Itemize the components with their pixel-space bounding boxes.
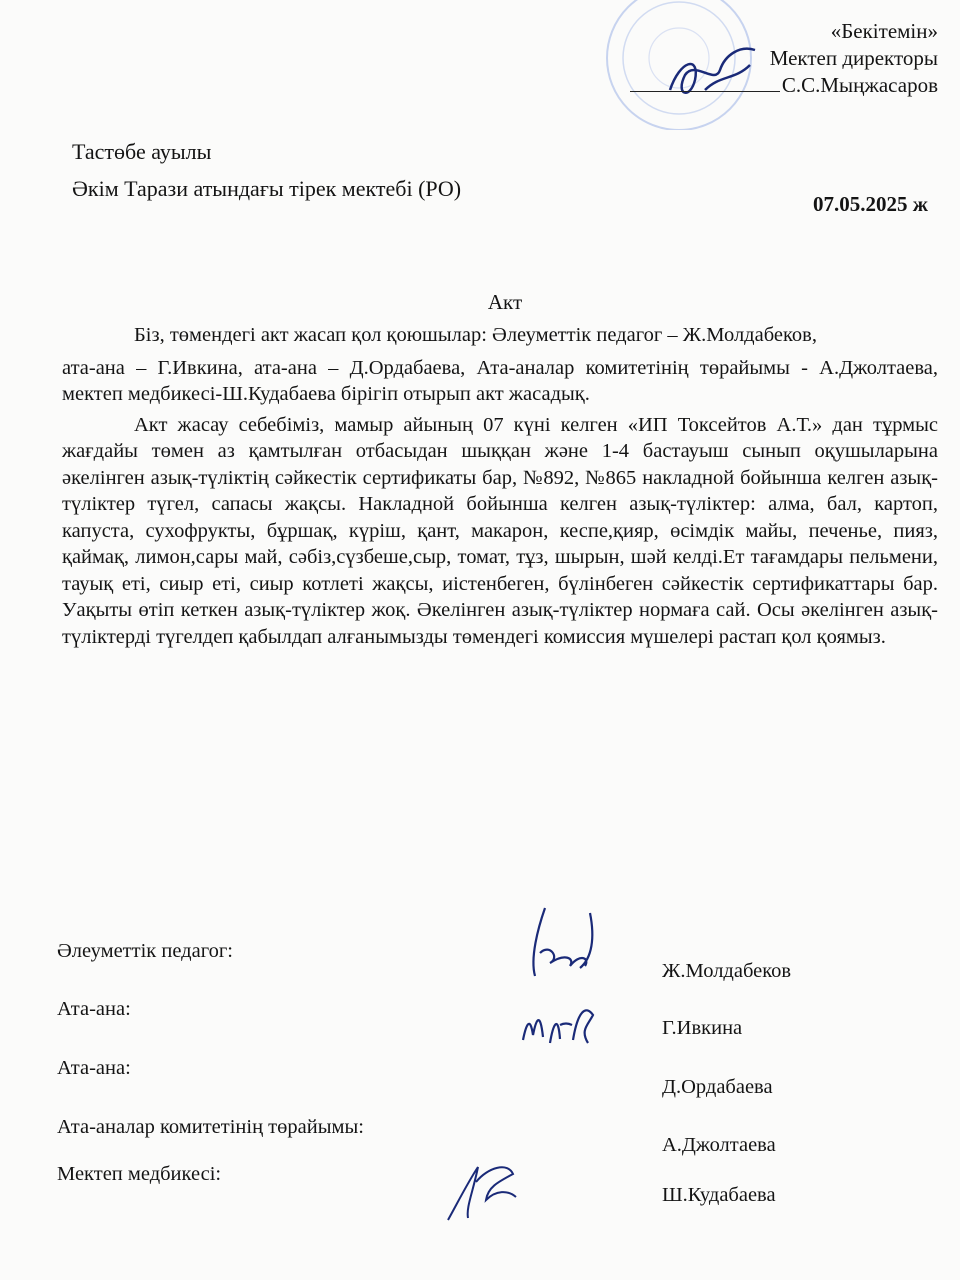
signature-line	[630, 73, 780, 92]
document-date: 07.05.2025 ж	[813, 192, 928, 216]
signature-name-2: Г.Ивкина	[662, 1017, 743, 1039]
signature-role-4: Ата-аналар комитетінің төрайымы:	[57, 1116, 364, 1138]
signature-kudabaeva	[438, 1152, 528, 1227]
paragraph-1-start: Біз, төмендегі акт жасап қол қоюшылар: Әлеуметтік педагог – Ж.Молдабеков,	[134, 324, 817, 346]
signature-name-4: А.Джолтаева	[662, 1134, 776, 1156]
school-name: Әкім Тарази атындағы тірек мектебі (РО)	[72, 176, 462, 201]
signature-name-1: Ж.Молдабеков	[662, 960, 792, 982]
signature-ivkina	[518, 995, 608, 1050]
approval-block	[630, 18, 938, 99]
director-name: С.С.Мыңжасаров	[781, 73, 938, 97]
approval-label: «Бекітемін»	[830, 19, 938, 43]
director-title: Мектеп директоры	[769, 46, 938, 70]
document-body	[62, 322, 938, 650]
signature-role-1: Әлеуметтік педагог:	[57, 940, 233, 962]
paragraph-1-rest: ата-ана – Г.Ивкина, ата-ана – Д.Ордабаева, Ата-аналар комитетінің төрайымы - А.Джолтаева, мектеп медбикесі-Ш.Кудабаева бірігіп отырып акт жасадық.	[62, 356, 938, 405]
signature-moldabekov	[520, 898, 610, 988]
signature-role-2: Ата-ана:	[57, 998, 131, 1020]
document-title: Акт	[487, 290, 523, 314]
paragraph-2: Акт жасау себебіміз, мамыр айының 07 күні келген «ИП Токсейтов А.Т.» дан тұрмыс жағдайы төмен аз қамтылған отбасыдан шыққан және 1-4 бастауыш сынып оқушыларына әкелінген азық-түліктің сәйкестік сертификаты бар, №892, №865 накладной бойынша келген азық-түліктер түгел, сапасы жақсы. Накладной бойынша келген азық-түліктер: алма, бал, картоп, капуста, сухофрукты, бұршақ, күріш, қант, макарон, кеспе,қияр, өсімдік майы, печенье, пияз, қаймақ, лимон,сары май, сәбіз,сүзбеше,сыр, томат, тұз, шырын, шәй келді.Ет тағамдары пельмени, тауық еті, сиыр еті, сиыр котлеті жақсы, иістенбеген, бүлінбеген сәйкестік сертификаттары бар. Уақыты өтіп кеткен азық-түліктер жоқ. Әкелінген азық-түліктер нормаға сай. Осы әкелінген азық-түліктерді түгелдеп қабылдап алғанымызды төмендегі комиссия мүшелері растап қол қоямыз.	[62, 413, 938, 648]
signature-role-3: Ата-ана:	[57, 1057, 131, 1079]
signature-name-3: Д.Ордабаева	[662, 1076, 773, 1098]
signature-role-5: Мектеп медбикесі:	[57, 1163, 222, 1185]
signature-name-5: Ш.Кудабаева	[662, 1184, 776, 1206]
village-name: Тастөбе ауылы	[72, 139, 212, 164]
